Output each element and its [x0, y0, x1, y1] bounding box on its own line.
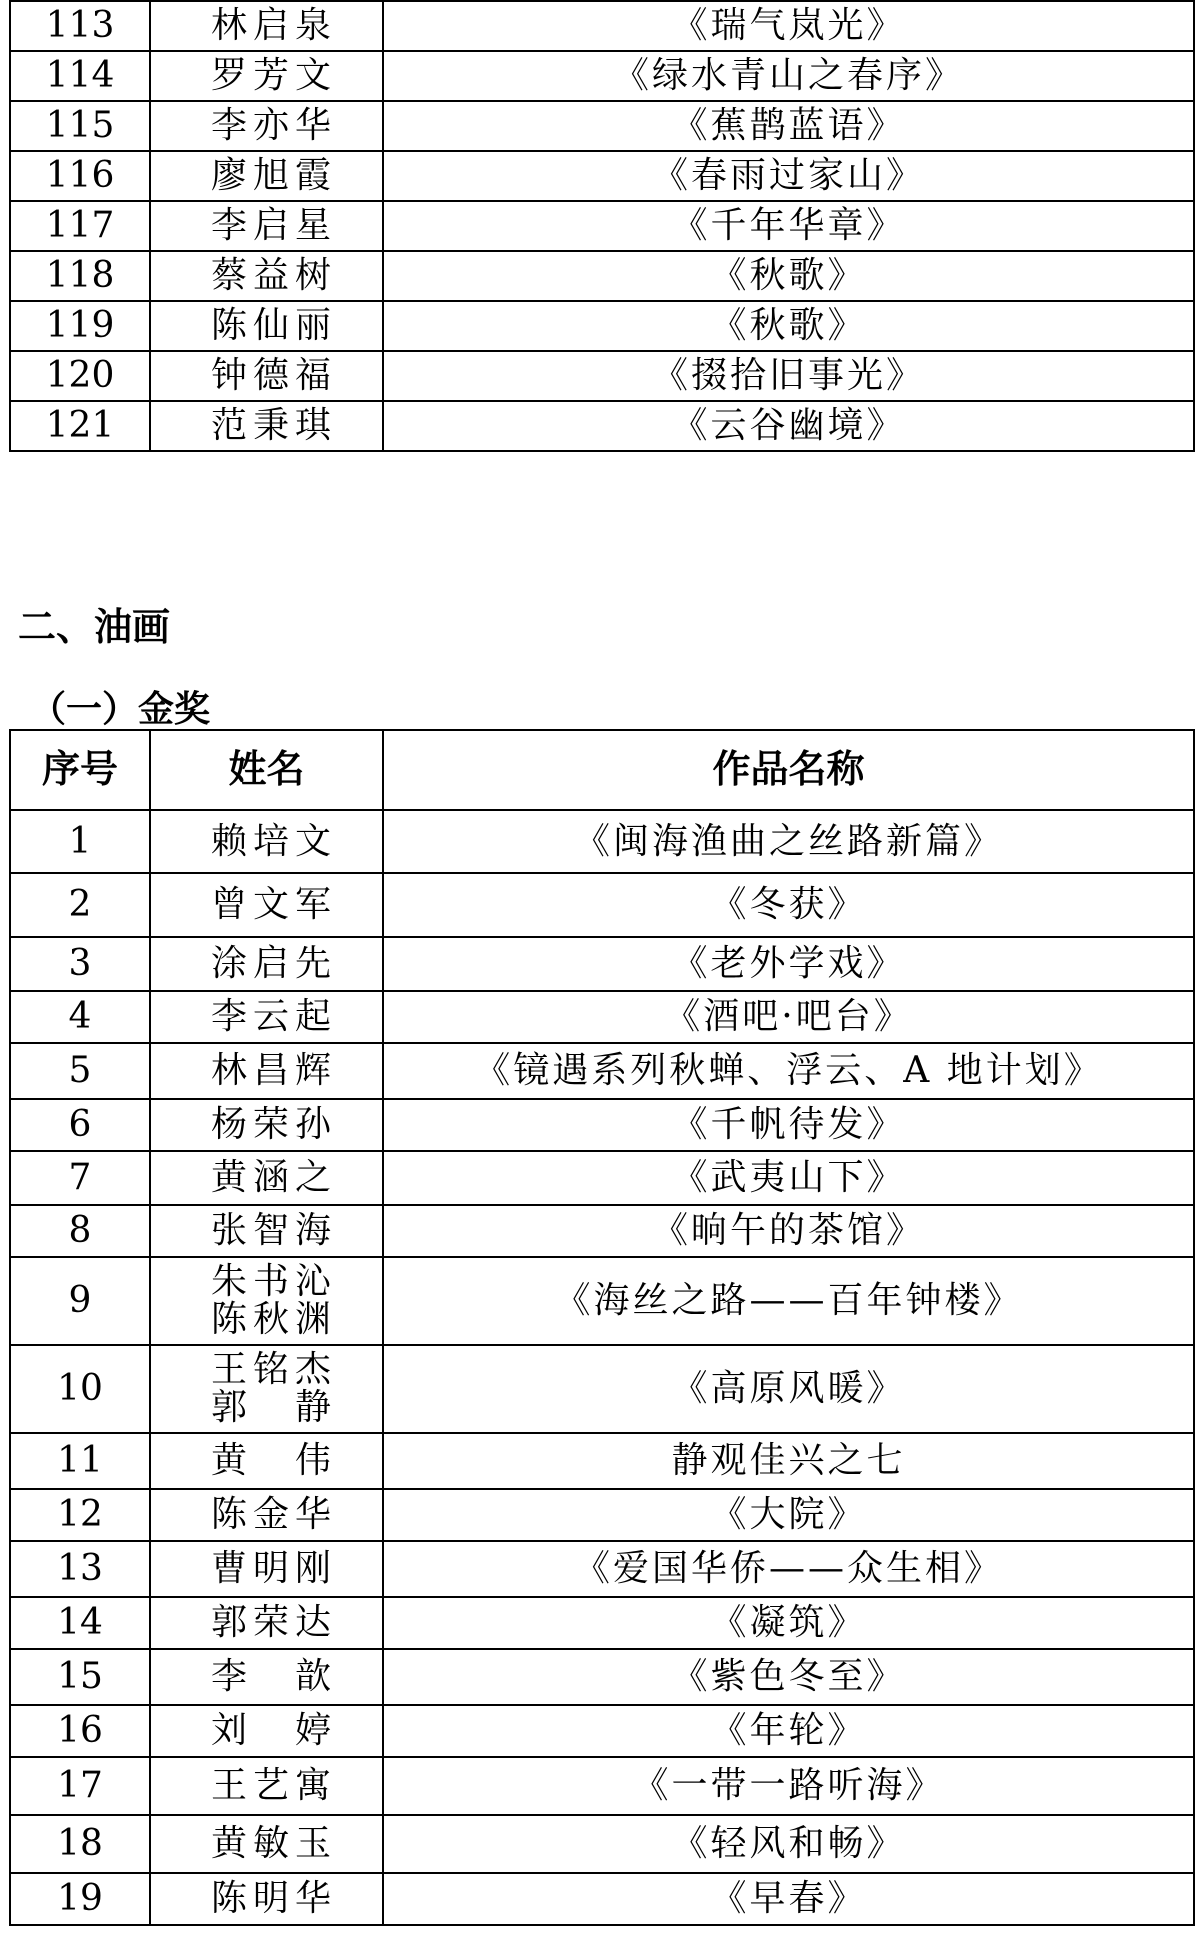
row-number: 10	[10, 1345, 150, 1433]
row-number: 9	[10, 1257, 150, 1345]
award-table-continued	[9, 0, 1195, 452]
table-row	[10, 1597, 1194, 1649]
row-artwork-title: 《晌午的茶馆》	[383, 1205, 1194, 1257]
row-number: 13	[10, 1541, 150, 1597]
row-number: 17	[10, 1757, 150, 1815]
row-number: 6	[10, 1099, 150, 1151]
gold-award-table	[9, 729, 1195, 1926]
row-number: 18	[10, 1815, 150, 1873]
row-number: 119	[10, 301, 150, 351]
row-artwork-title: 《酒吧·吧台》	[383, 991, 1194, 1043]
row-artwork-title: 《高原风暖》	[383, 1345, 1194, 1433]
row-number: 120	[10, 351, 150, 401]
table-row	[10, 1151, 1194, 1205]
row-artwork-title: 《闽海渔曲之丝路新篇》	[383, 810, 1194, 873]
row-number: 114	[10, 51, 150, 101]
row-artwork-title: 《一带一路听海》	[383, 1757, 1194, 1815]
row-name: 王艺寓	[150, 1757, 383, 1815]
row-name: 范秉琪	[150, 401, 383, 451]
row-name: 林昌辉	[150, 1043, 383, 1099]
row-name: 李 歆	[150, 1649, 383, 1705]
table-row	[10, 1649, 1194, 1705]
table-row	[10, 201, 1194, 251]
row-name: 曹明刚	[150, 1541, 383, 1597]
table-row	[10, 1205, 1194, 1257]
row-artwork-title: 静观佳兴之七	[383, 1433, 1194, 1489]
table-row	[10, 1815, 1194, 1873]
row-name: 林启泉	[150, 1, 383, 51]
row-artwork-title: 《秋歌》	[383, 301, 1194, 351]
row-name: 陈金华	[150, 1489, 383, 1541]
table-row	[10, 1757, 1194, 1815]
row-number: 113	[10, 1, 150, 51]
row-artwork-title: 《蕉鹊蓝语》	[383, 101, 1194, 151]
row-artwork-title: 《老外学戏》	[383, 937, 1194, 991]
header-no: 序号	[10, 730, 150, 810]
row-artwork-title: 《瑞气岚光》	[383, 1, 1194, 51]
row-name: 蔡益树	[150, 251, 383, 301]
row-name: 杨荣孙	[150, 1099, 383, 1151]
row-artwork-title: 《春雨过家山》	[383, 151, 1194, 201]
header-name: 姓名	[150, 730, 383, 810]
table-row	[10, 810, 1194, 873]
row-artwork-title: 《绿水青山之春序》	[383, 51, 1194, 101]
row-name: 陈明华	[150, 1873, 383, 1925]
row-number: 121	[10, 401, 150, 451]
row-number: 118	[10, 251, 150, 301]
row-name	[150, 1257, 383, 1345]
row-name-line1: 朱书沁	[211, 1261, 338, 1303]
table-row	[10, 1043, 1194, 1099]
table-row	[10, 873, 1194, 937]
table-row	[10, 1489, 1194, 1541]
row-name: 张智海	[150, 1205, 383, 1257]
row-number: 16	[10, 1705, 150, 1757]
row-name-line2: 郭 静	[211, 1387, 338, 1428]
row-number: 11	[10, 1433, 150, 1489]
row-artwork-title: 《秋歌》	[383, 251, 1194, 301]
row-number: 12	[10, 1489, 150, 1541]
row-name-line2: 陈秋渊	[211, 1299, 338, 1340]
row-artwork-title: 《爱国华侨——众生相》	[383, 1541, 1194, 1597]
row-name: 刘 婷	[150, 1705, 383, 1757]
table-row	[10, 1257, 1194, 1345]
row-name: 李云起	[150, 991, 383, 1043]
table-row	[10, 251, 1194, 301]
row-name: 赖培文	[150, 810, 383, 873]
table-row	[10, 1541, 1194, 1597]
row-number: 1	[10, 810, 150, 873]
row-number: 117	[10, 201, 150, 251]
table-row	[10, 1099, 1194, 1151]
table-row	[10, 991, 1194, 1043]
row-name: 李启星	[150, 201, 383, 251]
row-artwork-title: 《大院》	[383, 1489, 1194, 1541]
table-row	[10, 101, 1194, 151]
row-artwork-title: 《千帆待发》	[383, 1099, 1194, 1151]
table-row	[10, 301, 1194, 351]
row-number: 5	[10, 1043, 150, 1099]
row-number: 7	[10, 1151, 150, 1205]
row-number: 3	[10, 937, 150, 991]
row-artwork-title: 《掇拾旧事光》	[383, 351, 1194, 401]
table-row	[10, 1705, 1194, 1757]
row-artwork-title: 《轻风和畅》	[383, 1815, 1194, 1873]
row-number: 2	[10, 873, 150, 937]
row-artwork-title: 《海丝之路——百年钟楼》	[383, 1257, 1194, 1345]
table-row	[10, 1, 1194, 51]
row-name: 黄敏玉	[150, 1815, 383, 1873]
row-name	[150, 1345, 383, 1433]
table-header-row	[10, 730, 1194, 810]
table-row	[10, 151, 1194, 201]
table-row	[10, 1345, 1194, 1433]
row-artwork-title: 《早春》	[383, 1873, 1194, 1925]
row-artwork-title: 《紫色冬至》	[383, 1649, 1194, 1705]
row-number: 14	[10, 1597, 150, 1649]
header-title: 作品名称	[383, 730, 1194, 810]
row-number: 115	[10, 101, 150, 151]
row-name: 李亦华	[150, 101, 383, 151]
row-number: 116	[10, 151, 150, 201]
row-name: 郭荣达	[150, 1597, 383, 1649]
table-row	[10, 51, 1194, 101]
row-artwork-title: 《冬获》	[383, 873, 1194, 937]
table-row	[10, 1873, 1194, 1925]
row-name: 曾文军	[150, 873, 383, 937]
row-number: 4	[10, 991, 150, 1043]
row-name: 钟德福	[150, 351, 383, 401]
row-artwork-title: 《千年华章》	[383, 201, 1194, 251]
subsection-heading: （一）金奖	[30, 689, 211, 730]
row-artwork-title: 《云谷幽境》	[383, 401, 1194, 451]
row-artwork-title: 《武夷山下》	[383, 1151, 1194, 1205]
section-heading: 二、油画	[18, 605, 171, 649]
row-name: 涂启先	[150, 937, 383, 991]
row-number: 15	[10, 1649, 150, 1705]
row-name: 罗芳文	[150, 51, 383, 101]
row-artwork-title: 《凝筑》	[383, 1597, 1194, 1649]
table-row	[10, 351, 1194, 401]
row-name: 黄 伟	[150, 1433, 383, 1489]
row-name: 黄涵之	[150, 1151, 383, 1205]
row-artwork-title: 《年轮》	[383, 1705, 1194, 1757]
table-row	[10, 401, 1194, 451]
table-row	[10, 1433, 1194, 1489]
row-name: 陈仙丽	[150, 301, 383, 351]
row-name-line1: 王铭杰	[211, 1349, 338, 1391]
row-name: 廖旭霞	[150, 151, 383, 201]
row-number: 19	[10, 1873, 150, 1925]
row-number: 8	[10, 1205, 150, 1257]
table-row	[10, 937, 1194, 991]
row-artwork-title: 《镜遇系列秋蝉、浮云、A 地计划》	[383, 1043, 1194, 1099]
